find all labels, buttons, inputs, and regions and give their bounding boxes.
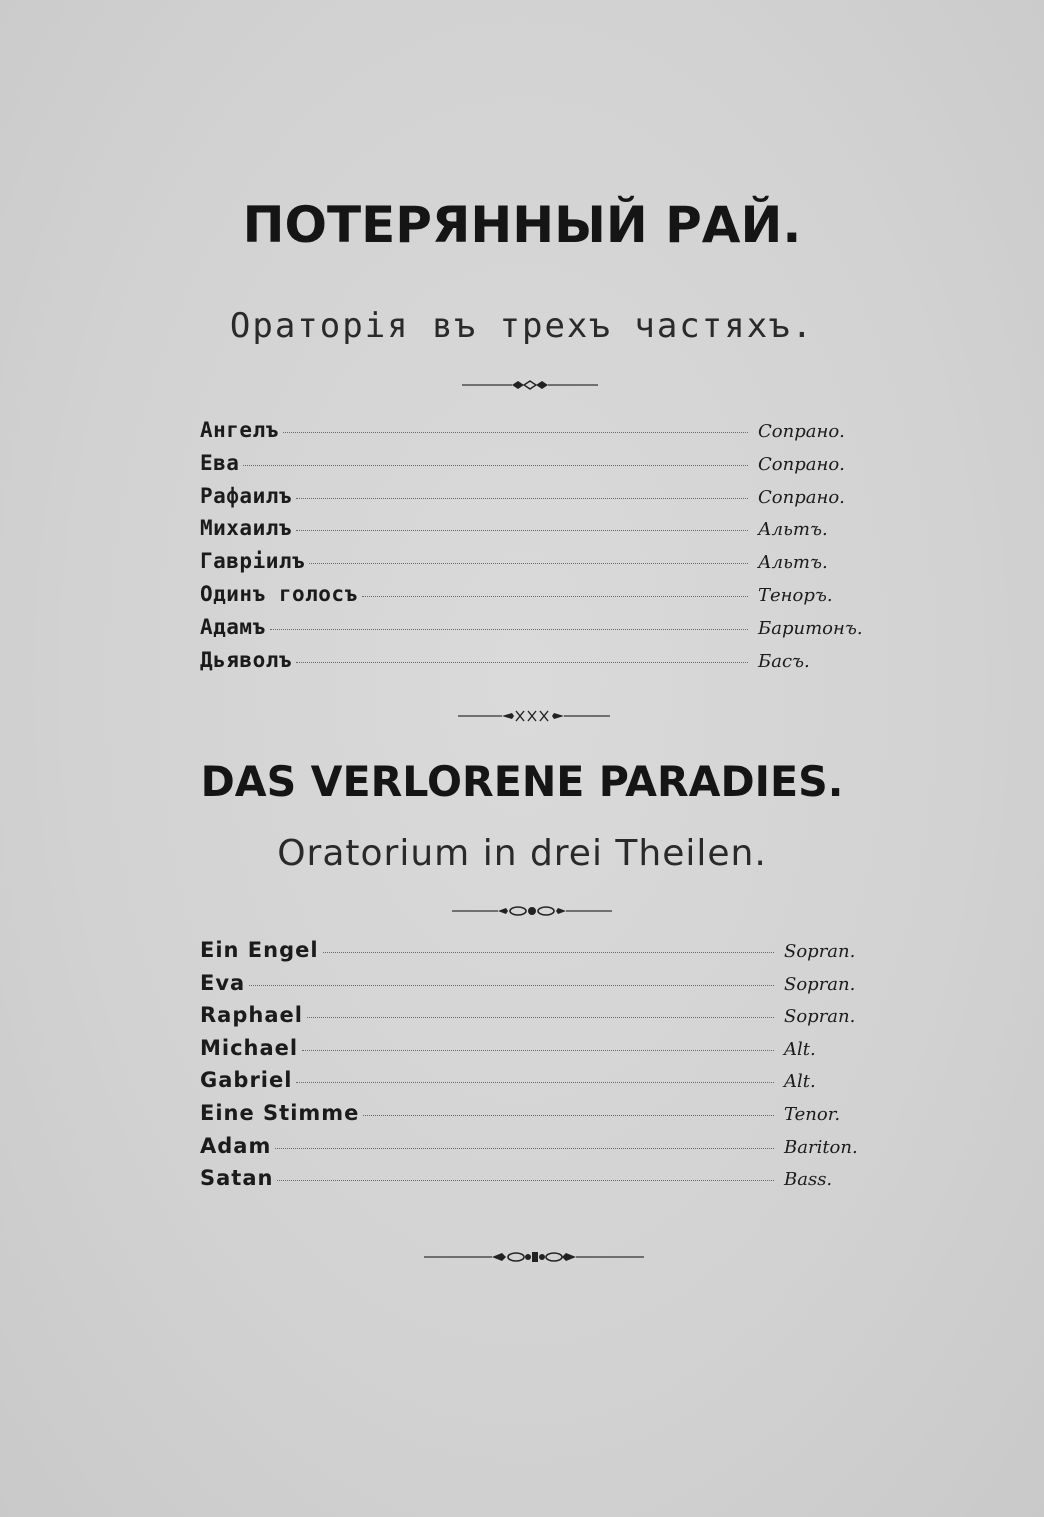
dot-leader (296, 530, 748, 531)
dot-leader (249, 985, 774, 986)
cast-voice: Баритонъ. (758, 617, 863, 639)
cast-row (200, 451, 868, 484)
cast-voice: Сопрано. (758, 421, 845, 442)
cast-voice: Сопрано. (758, 486, 845, 508)
cast-role: Рафаилъ (200, 483, 293, 508)
ornament-divider-icon (460, 378, 600, 392)
cast-role: Михаилъ (200, 516, 293, 541)
cast-role: Raphael (200, 1003, 303, 1028)
cast-row (200, 1068, 868, 1101)
cast-role: Ангелъ (200, 418, 279, 442)
cast-row (200, 1003, 868, 1036)
cast-voice: Tenor. (784, 1103, 841, 1125)
cast-row (200, 484, 868, 517)
cast-row (200, 549, 868, 582)
cast-role: Satan (200, 1166, 274, 1191)
dot-leader (302, 1050, 774, 1051)
cast-role: Ева (200, 450, 240, 475)
cast-row (200, 516, 868, 549)
dot-leader (296, 1082, 774, 1083)
dot-leader (275, 1148, 774, 1149)
german-title: DAS VERLORENE PARADIES. (200, 757, 844, 806)
cast-row (200, 1101, 868, 1134)
cast-row (200, 1134, 868, 1167)
cast-row (200, 418, 868, 451)
cast-role: Gabriel (200, 1068, 293, 1093)
dot-leader (296, 662, 748, 663)
cast-row (200, 1166, 868, 1199)
dot-leader (363, 1115, 774, 1116)
dot-leader (283, 432, 748, 433)
dot-leader (243, 465, 748, 466)
cast-role: Адамъ (200, 614, 266, 639)
cast-role: Гавріилъ (200, 549, 306, 574)
cast-row (200, 971, 868, 1004)
dot-leader (307, 1017, 774, 1018)
ornament-divider-icon (454, 709, 614, 723)
cast-row (200, 648, 868, 681)
cast-row (200, 1036, 868, 1069)
dot-leader (277, 1180, 774, 1181)
cast-role: Eine Stimme (200, 1100, 360, 1125)
dot-leader (362, 596, 748, 597)
cast-row (200, 938, 868, 971)
cast-role: Одинъ голосъ (200, 581, 358, 606)
dot-leader (323, 952, 774, 953)
cast-voice: Bariton. (784, 1136, 858, 1158)
cast-voice: Альтъ. (758, 552, 828, 574)
russian-cast-list (200, 418, 868, 680)
cast-role: Adam (200, 1133, 272, 1158)
german-subtitle: Oratorium in drei Theilen. (277, 833, 767, 874)
cast-row (200, 615, 868, 648)
cast-voice: Сопрано. (758, 453, 845, 475)
cast-voice: Bass. (784, 1169, 833, 1191)
cast-voice: Alt. (784, 1038, 816, 1060)
ornament-divider-icon (422, 1248, 646, 1266)
russian-subtitle: Ораторія въ трехъ частяхъ. (229, 306, 815, 346)
cast-voice: Sopran. (784, 1006, 856, 1028)
dot-leader (296, 498, 748, 499)
cast-voice: Alt. (784, 1071, 816, 1093)
dot-leader (309, 563, 748, 564)
ornament-divider-icon (450, 903, 614, 919)
german-cast-list (200, 938, 868, 1199)
cast-voice: Sopran. (784, 941, 856, 962)
dot-leader (270, 629, 748, 630)
cast-voice: Теноръ. (758, 584, 833, 606)
cast-role: Eva (200, 970, 246, 995)
cast-voice: Sopran. (784, 973, 856, 995)
cast-voice: Басъ. (758, 650, 810, 672)
cast-row (200, 582, 868, 615)
cast-role: Ein Engel (200, 938, 319, 962)
cast-role: Michael (200, 1035, 299, 1060)
russian-title: ПОТЕРЯННЫЙ РАЙ. (242, 196, 802, 254)
cast-voice: Альтъ. (758, 519, 828, 541)
cast-role: Дьяволъ (200, 647, 293, 672)
